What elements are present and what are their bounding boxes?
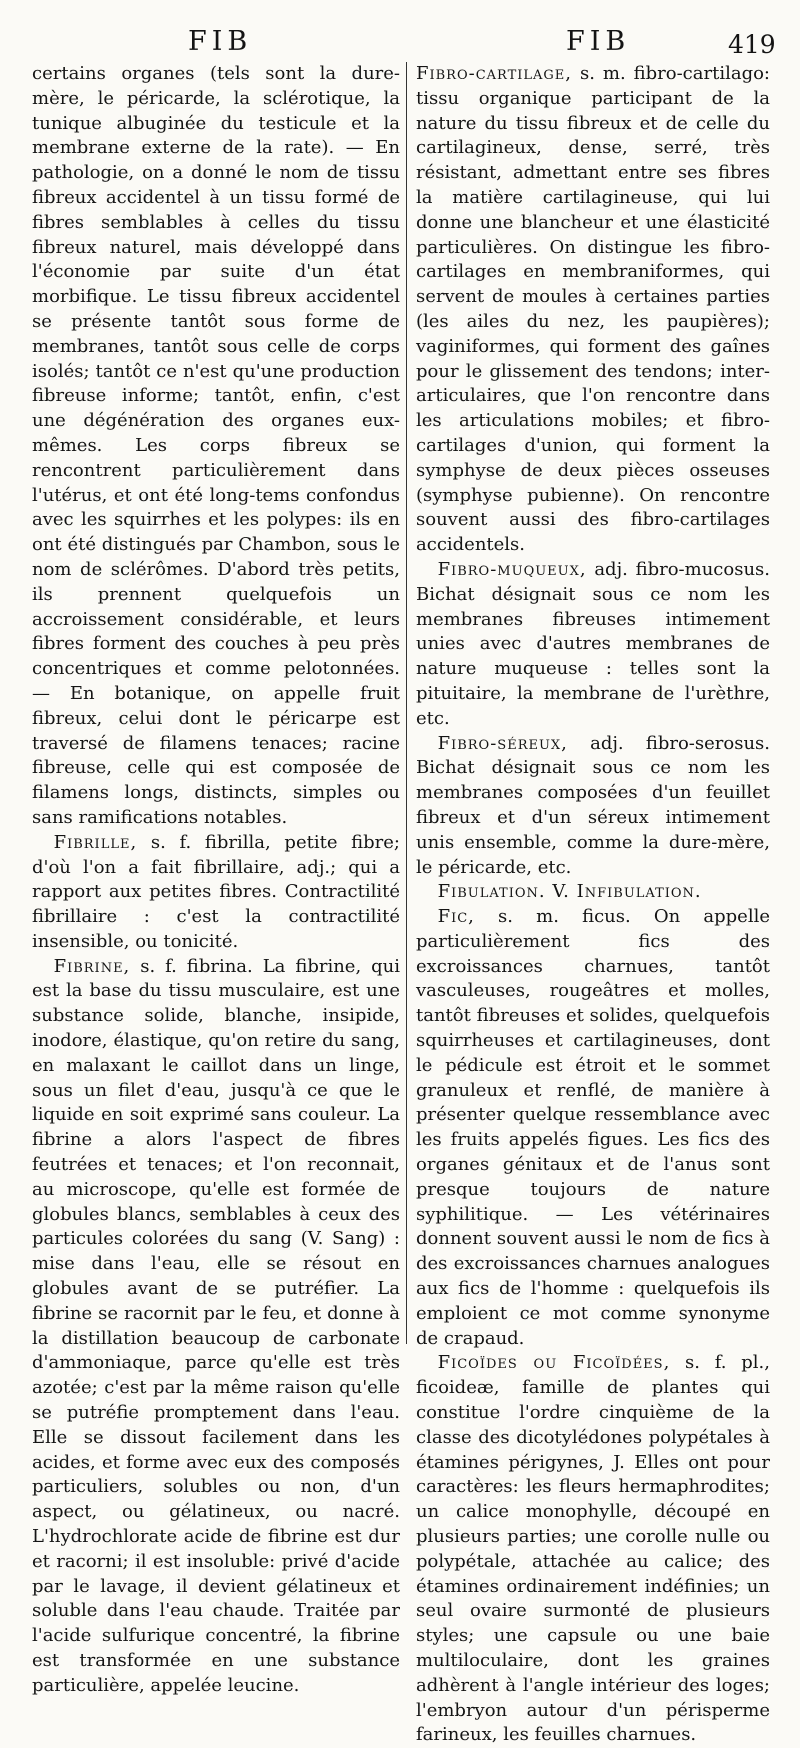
definition-fic: s. m. ficus. On appelle particulièrement fics des excroissances charnues, tantôt vasculeuses, rougeâtres et molles, tantôt fibreuses et solides, quelquefois squirrheuses et cartilagineuses, dont le pédicule est étroit et le sommet granuleux et renflé, de manière à présenter quelque ressemblance avec les fruits appelés figues. Les fics des organes génitaux et de l'anus sont presque toujours de nature syphilitique. — Les vétérinaires donnent souvent aussi le nom de fics à des excroissances charnues analogues aux fics de l'homme : quelquefois ils emploient ce mot comme synonyme de crapaud. bbox=[416, 906, 770, 1349]
column-divider bbox=[406, 62, 407, 1344]
headword-ficoides: Ficoïdes ou Ficoïdées, bbox=[437, 1352, 671, 1374]
definition-fibro-sereux: adj. fibro-serosus. Bichat désignait sous ce nom les membranes composées d'un feuillet fibreux et d'un séreux intimement unis ensemble, comme la dure-mère, le péricarde, etc. bbox=[416, 732, 770, 878]
definition-ficoides: s. f. pl., ficoideæ, famille de plantes qui constitue l'ordre cinquième de la classe des dicotylédones polypétales à étamines périgynes, J. Elles ont pour caractères: les fleurs hermaphrodites; un calice monophylle, découpé en plusieurs parties; une corolle nulle ou polypétale, attachée au calice; des étamines ordinairement indéfinies; un seul ovaire surmonté de plusieurs styles; une capsule ou une baie multiloculaire, dont les graines adhèrent à l'angle intérieur des loges; l'embryon autour d'un périsperme farineux, les feuilles charnues. bbox=[416, 1352, 770, 1746]
definition-fibro-muqueux: adj. fibro-mucosus. Bichat désignait sous ce nom les membranes fibreuses intimement unies avec d'autres membranes de nature muqueuse : telles sont la pituitaire, la membrane de l'urèthre, etc. bbox=[416, 558, 770, 729]
headword-fibro-cartilage: Fibro-cartilage, bbox=[416, 63, 573, 84]
definition-fibro-cartilage: s. m. fibro-cartilago: tissu organique participant de la nature du tissu fibreux et de celle du cartilagineux, dense, serré, très résistant, admettant entre ses fibres la matière cartilagineuse, qui lui donne une blancheur et une élasticité particulières. On distingue les fibro-cartilages en membraniformes, qui servent de moules à certaines parties (les ailes du nez, les paupières); vaginiformes, qui forment des gaînes pour le glissement des tendons; inter-articulaires, que l'on rencontre dans les articulations mobiles; et fibro-cartilages d'union, qui forment la symphyse de deux pièces osseuses (symphyse pubienne). On rencontre souvent aussi des fibro-cartilages accidentels. bbox=[416, 63, 770, 556]
entry-fic bbox=[416, 905, 770, 1351]
headword-fibro-muqueux: Fibro-muqueux, bbox=[437, 558, 587, 580]
entry-fibro-sereux bbox=[416, 732, 770, 881]
left-column bbox=[32, 62, 400, 1699]
header-right-word: FIB bbox=[566, 26, 631, 57]
entry-continuation-fibreux: certains organes (tels sont la dure-mère, le péricarde, la sclérotique, la tunique albuginée du testicule et la membrane externe de la rate). — En pathologie, on a donné le nom de tissu fibreux accidentel à un tissu formé de fibres semblables à celles du tissu fibreux naturel, mais développé dans l'économie par suite d'un état morbifique. Le tissu fibreux accidentel se présente tantôt sous forme de membranes, tantôt sous celle de corps isolés; tantôt ce n'est qu'une production fibreuse informe; tantôt, enfin, c'est une dégénération des organes eux-mêmes. Les corps fibreux se rencontrent particulièrement dans l'utérus, et ont été long-tems confondus avec les squirrhes et les polypes: ils en ont été distingués par Chambon, sous le nom de sclérômes. D'abord très petits, ils prennent quelquefois un accroissement considérable, et leurs fibres forment des couches à peu près concentriques et comme pelotonnées. — En botanique, on appelle fruit fibreux, celui dont le péricarpe est traversé de filamens tenaces; racine fibreuse, celle qui est composée de filamens longs, distincts, simples ou sans ramifications notables. bbox=[32, 63, 400, 828]
entry-fibro-cartilage bbox=[416, 62, 770, 558]
headword-fic: Fic, bbox=[437, 906, 475, 928]
running-header bbox=[0, 0, 800, 64]
right-column bbox=[416, 62, 770, 1748]
entry-fibrine bbox=[32, 955, 400, 1699]
entry-ficoides bbox=[416, 1351, 770, 1748]
headword-fibrille: Fibrille, bbox=[53, 831, 138, 853]
headword-fibro-sereux: Fibro-séreux, bbox=[437, 732, 568, 754]
entry-fibulation bbox=[416, 880, 770, 905]
page-number: 419 bbox=[728, 30, 776, 59]
entry-fibrille bbox=[32, 831, 400, 955]
header-left-word: FIB bbox=[188, 26, 253, 57]
headword-fibulation: Fibulation. bbox=[437, 881, 546, 903]
definition-fibrille: s. f. fibrilla, petite fibre; d'où l'on a fait fibrillaire, adj.; qui a rapport aux petites fibres. Contractilité fibrillaire : c'est la contractilité insensible, ou tonicité. bbox=[32, 831, 400, 952]
entry-fibro-muqueux bbox=[416, 558, 770, 732]
headword-fibrine: Fibrine, bbox=[53, 955, 131, 977]
cross-reference-infibulation: V. Infibulation. bbox=[545, 881, 702, 903]
definition-fibrine: s. f. fibrina. La fibrine, qui est la base du tissu musculaire, est une substance solide, blanche, insipide, inodore, élastique, qu'on retire du sang, en malaxant le caillot dans un linge, sous un filet d'eau, jusqu'à ce que le liquide en soit exprimé sans couleur. La fibrine a alors l'aspect de fibres feutrées et tenaces; et l'on reconnait, au microscope, qu'elle est formée de globules blancs, semblables à ceux des particules colorées du sang (V. Sang) : mise dans l'eau, elle se résout en globules avant de se putréfier. La fibrine se racornit par le feu, et donne à la distillation beaucoup de carbonate d'ammoniaque, parce qu'elle est très azotée; c'est par la même raison qu'elle se putréfie promptement dans l'eau. Elle se dissout facilement dans les acides, et forme avec eux des composés particuliers, solubles ou non, d'un aspect, ou gélatineux, ou nacré. L'hydrochlorate acide de fibrine est dur et racorni; il est insoluble: privé d'acide par le lavage, il devient gélatineux et soluble dans l'eau chaude. Traitée par l'acide sulfurique concentré, la fibrine est transformée en une substance particulière, appelée leucine. bbox=[32, 955, 400, 1696]
